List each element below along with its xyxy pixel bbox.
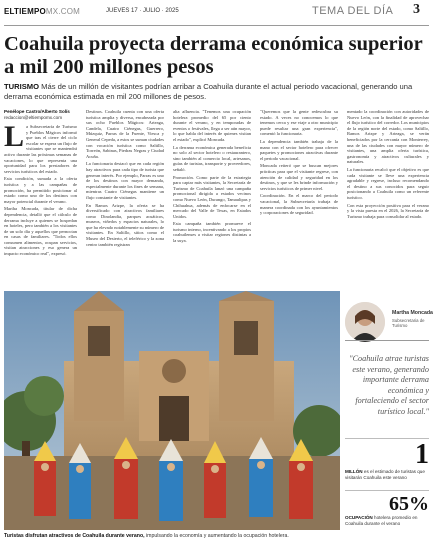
photo-illustration [4, 291, 340, 530]
brand-main: ELTIEMPO [4, 7, 46, 16]
stat-occupancy [345, 493, 429, 527]
caption-bold: Turistas disfrutan atractivos de Coahuila durante verano, [4, 533, 145, 539]
article-column-5 [347, 109, 429, 292]
byline-email[interactable]: redaccion@eltiempomx.com [4, 115, 63, 120]
paragraph: La funcionaria destacó que en cada región hay atractivos para cada tipo de turista que generan interés. Por ejemplo, Parras es uno de los destinos con mayor demanda, especialmente durante los fines de semana, mientras Cuatro Ciénegas mantiene un flujo constante de visitantes. [86, 161, 164, 200]
header-divider [4, 25, 429, 26]
article-column-1 [4, 124, 77, 287]
paragraph: En Ramos Arizpe, la oferta se ha diversificado con atractivos familiares como Dinolandia, parques acuáticos, museos, viñedos y espacios naturales, lo que ha elevado notablemente su número de visitantes. En Saltillo, sitios como el Museo del Desierto, el teleférico y la zona centro también registran [86, 202, 164, 247]
avatar [345, 302, 385, 342]
stat-text: hotelera promedio en Coahuila durante el verano [345, 515, 418, 526]
pull-quote: "Coahuila atrae turistas este verano, generando importante derrama económica y fortaleciendo el sector turístico local." [349, 354, 429, 416]
paragraph: Destinos. Coahuila cuenta con una oferta turística amplia y diversa, encabezada por sus ocho Pueblos Mágicos: Arteaga, Candela, Cuatro Ciénegas, Guerrero, Múzquiz, Parras de la Fuente, Viesca y General Cepeda, a estos se suman ciudades con vocación turística como Saltillo, Torreón, Sabinas, Piedras Negras y Ciudad Acuña. [86, 109, 164, 159]
newspaper-brand[interactable] [4, 7, 80, 16]
dropcap: L [4, 124, 25, 153]
stat-divider [345, 490, 429, 491]
byline [4, 109, 94, 121]
stat-visitors [345, 441, 429, 481]
photo-caption [4, 533, 340, 539]
issue-date: JUEVES 17 · JULIO · 2025 [106, 8, 179, 14]
article-headline: Coahuila proyecta derrama económica superior a mil 200 millones pesos [4, 33, 423, 78]
stat-value: 65% [389, 493, 429, 515]
article-deck [4, 82, 424, 101]
paragraph: Esta campaña también promueve el turismo interno, incentivando a los propios coahuilenses a visitar regiones distintas a la suya. [173, 221, 251, 244]
article-column-2 [86, 109, 164, 287]
paragraph: Moncada reiteró que se buscan mejores prácticas para que el visitante regrese, con atención de calidad y seguridad en los destinos, y que se les brinde información y servicios turísticos de primer nivel. [260, 163, 338, 191]
page-number: 3 [413, 2, 420, 17]
paragraph: La dependencia también trabaja de la mano con el sector hotelero para ofrecer paquetes y promociones atractivas durante el periodo vacacional. [260, 138, 338, 161]
quote-divider [345, 340, 429, 341]
paragraph: mentado la coordinación con autoridades de Nuevo León, con la finalidad de aprovechar el flujo turístico del corredor. Los municipios de la región norte del estado, como Saltillo, Ramos Arizpe y Arteaga, se verán beneficiados por la cercanía con Monterrey, una de las ciudades con mayor número de visitantes, una amplia oferta turística, gastronomía y atractivos culturales y naturales. [347, 109, 429, 165]
deck-text: Más de un millón de visitantes podrían arribar a Coahuila durante el actual periodo vacacional, generando una derrama económica estimada en mil 200 millones de pesos. [4, 82, 413, 101]
paragraph: "Queremos que la gente redescubra su estado. A veces no conocemos lo que tenemos cerca y ese viaje a otro municipio puede resultar una gran experiencia", comentó la funcionaria. [260, 109, 338, 137]
section-label: TEMA DEL DÍA [312, 5, 394, 17]
quote-author: Martha Moncada [392, 310, 433, 316]
paragraph: alta afluencia. "Tenemos una ocupación hotelera promedio del 65 por ciento durante el verano, y en temporadas de eventos o festivales, llega a ser aún mayor, lo que habla del interés de quienes visitan el estado", explicó Moncada. [173, 109, 251, 142]
article-column-4 [260, 109, 338, 287]
article-column-3 [173, 109, 251, 287]
portrait-icon [345, 302, 385, 342]
paragraph: a Subsecretaría de Turismo y Pueblos Mágicos informó que tras el cierre del ciclo escolar se espera un flujo de visitantes que se mantendrá activo durante las próximas semanas de vacaciones, lo que representa una oportunidad para los prestadores de servicios turísticos del estado. [4, 124, 77, 174]
caption-text: impulsando la economía y aumentando la ocupación hotelera. [146, 533, 289, 539]
paragraph: La derrama económica generada beneficia no solo al sector hotelero o restaurantero, sino también al comercio local, artesanos, guías de turistas, transporte y proveedores, señaló. [173, 144, 251, 172]
paragraph: La funcionaria recalcó que el objetivo es que cada visitante se lleve una experiencia agradable y regrese, incluso recomendando el destino a sus conocidos para seguir posicionando a Coahuila como un referente turístico. [347, 166, 429, 200]
paragraph: Martha Moncada, titular de dicha dependencia, detalló que el cálculo de derrama incluye a quienes se hospedan en hoteles, pero también a los visitantes de un solo día y aquellos que pernoctan en casas de familiares. "Todos ellos consumen alimentos, ocupan servicios, visitan atracciones y eso genera un impacto económico real", expresó. [4, 206, 77, 257]
paragraph: Coordinación. En el marco del periodo vacacional, la Subsecretaría trabaja de manera coordinada con los ayuntamientos y corporaciones de seguridad. [260, 193, 338, 216]
stat-label: OCUPACIÓN [345, 515, 373, 520]
paragraph: Esta condición, sumada a la oferta turística y a las campañas de promoción, ha permitido posicionar al estado como uno de los destinos con mayor potencial durante el verano. [4, 176, 77, 204]
brand-suffix: MX.COM [45, 7, 80, 16]
stat-description [345, 469, 429, 481]
byline-name: Penélope Castro/Alberto Solís [4, 109, 70, 114]
page-header [0, 0, 433, 24]
paragraph: Promoción. Como parte de la estrategia para captar más visitantes, la Secretaría de Turismo de Coahuila lanzó una campaña promocional dirigida a estados vecinos como Nuevo León, Durango, Tamaulipas y Chihuahua, además de enfocarse en el mercado del Valle de Texas, en Estados Unidos. [173, 174, 251, 219]
article-kicker: TURISMO [4, 82, 40, 91]
stat-label: MILLÓN [345, 469, 363, 474]
quote-author-role: Subsecretaria de Turismo [392, 318, 425, 328]
paragraph: Con esta proyección positiva para el verano y la vista puesta en el 2026, la Secretaría de Turismo trabaja para consolidar al estado. [347, 202, 429, 219]
stat-value: 1 [415, 439, 429, 470]
article-photo[interactable] [4, 291, 340, 530]
stat-text: es el estimado de turistas que visitarán Coahuila este verano [345, 469, 425, 480]
stat-description [345, 515, 429, 527]
